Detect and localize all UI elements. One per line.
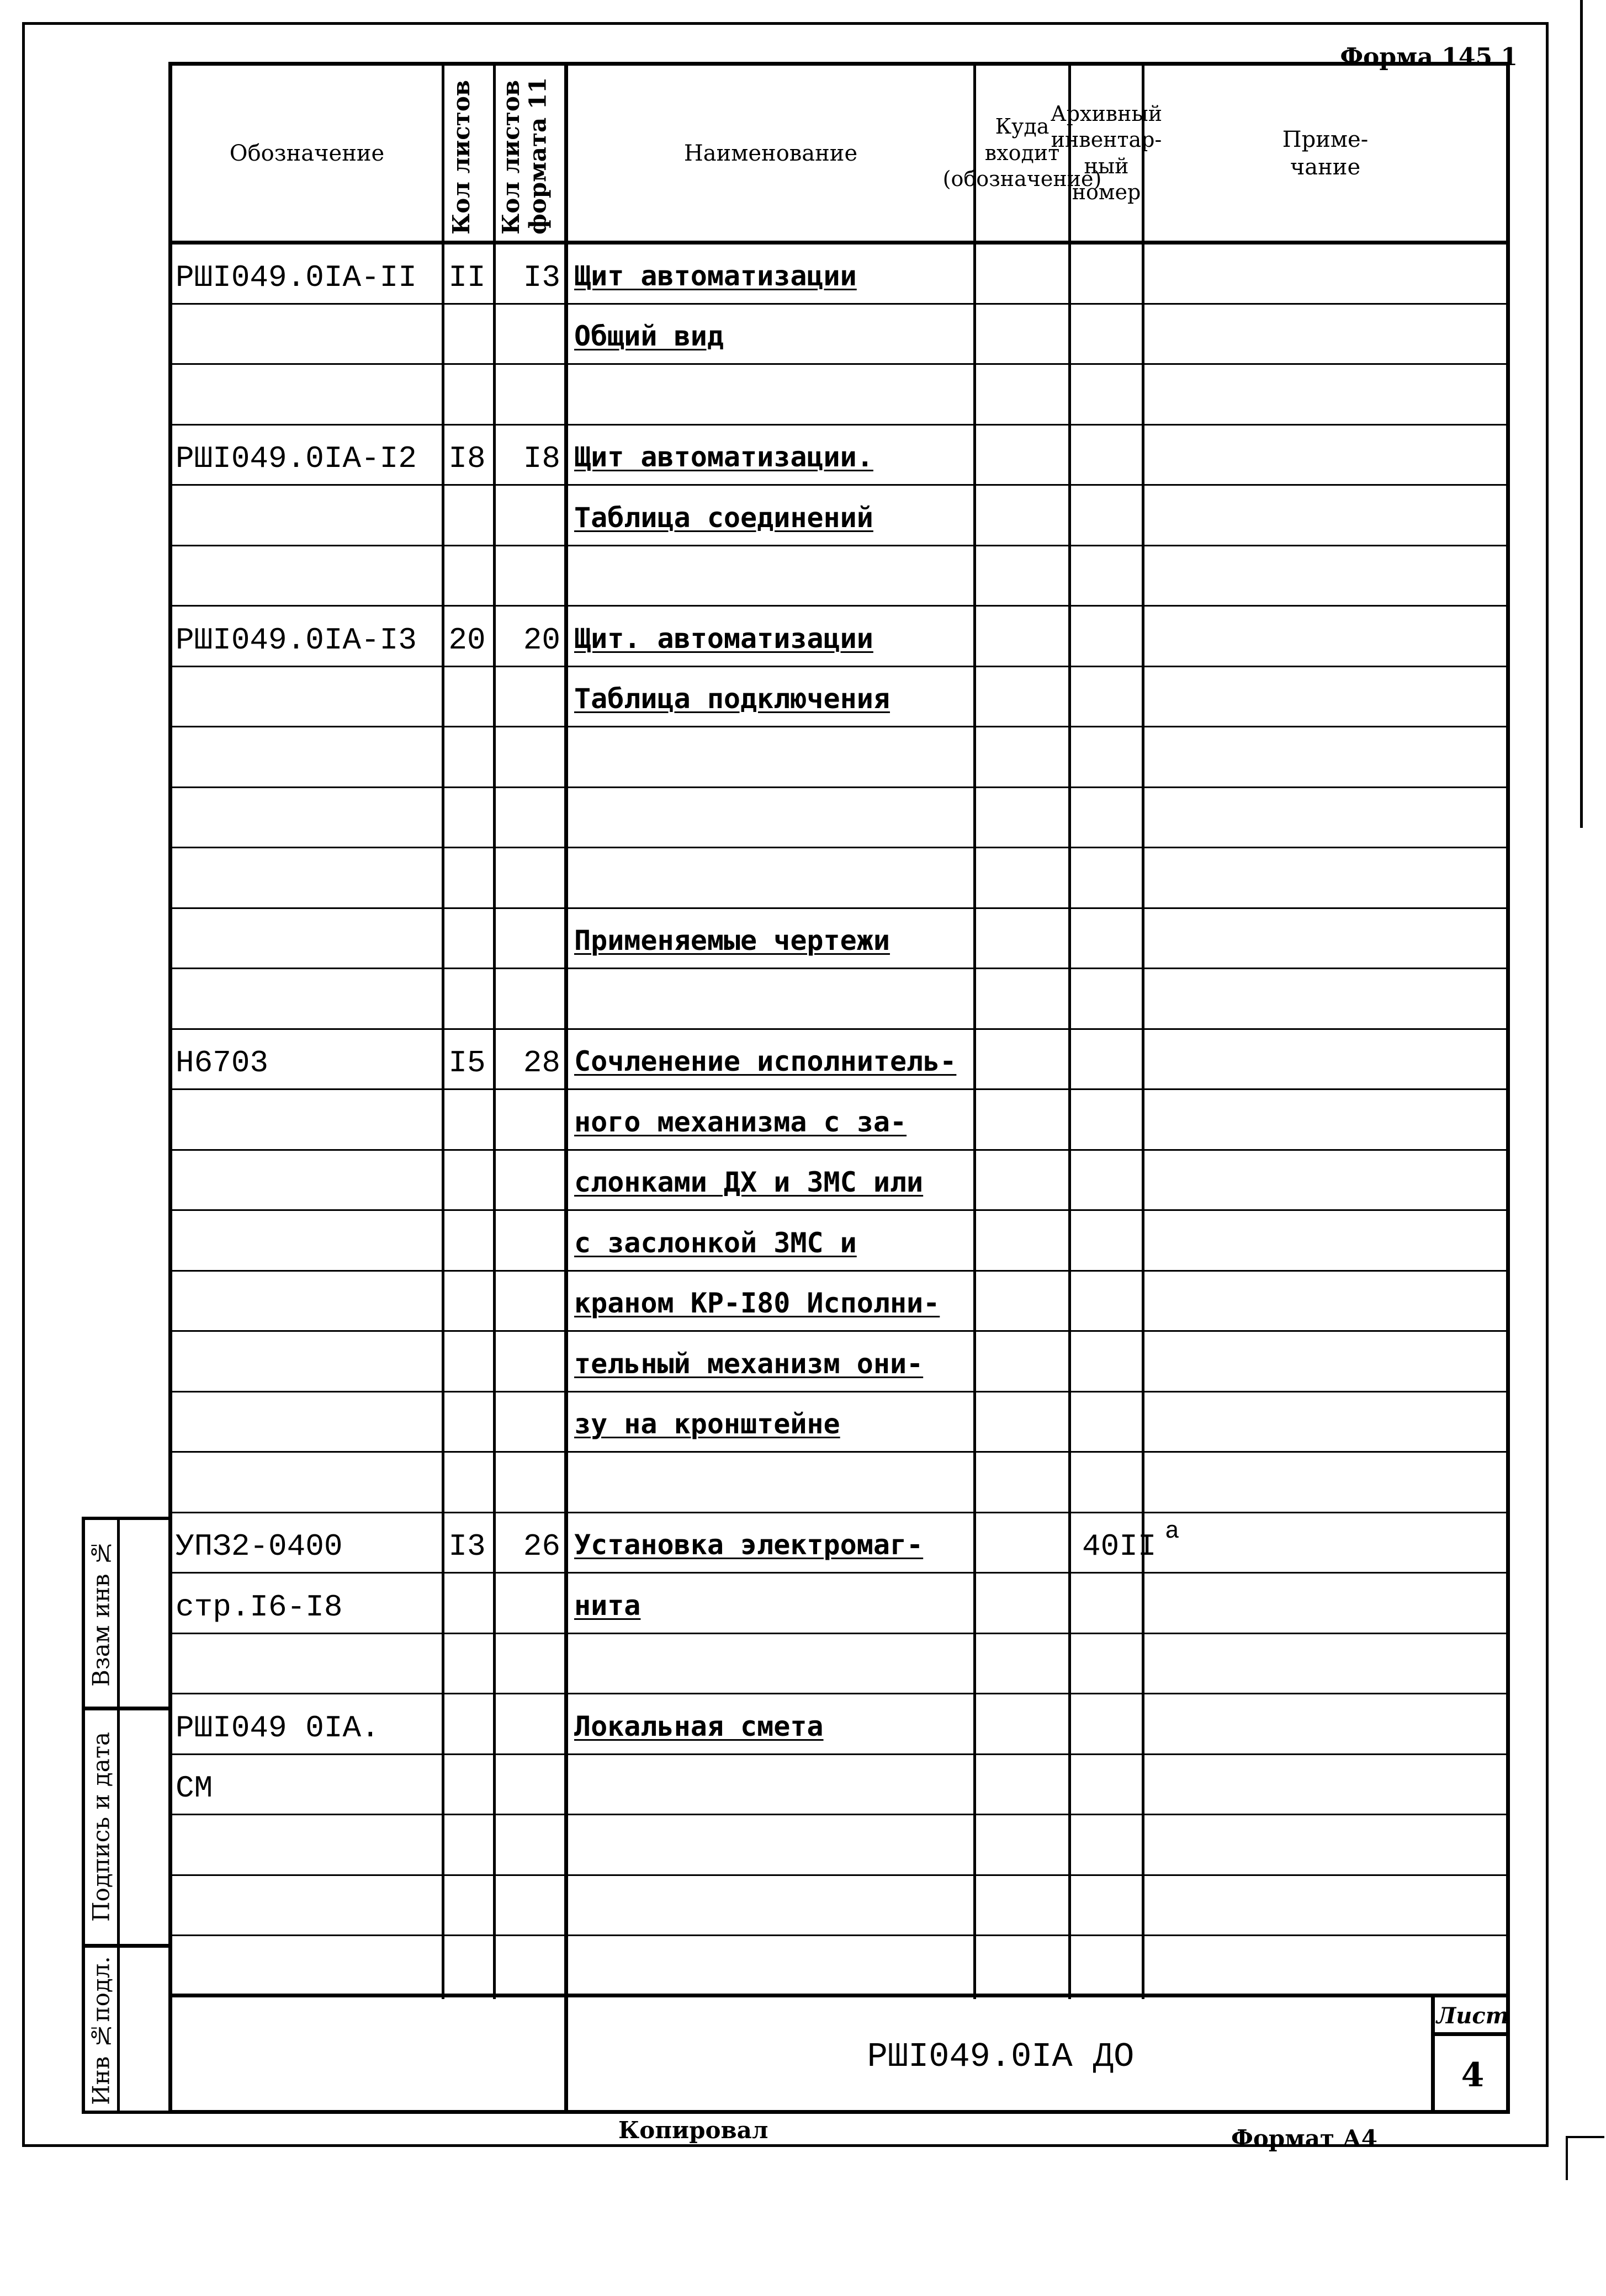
col-divider xyxy=(493,62,496,1999)
cell-sheets-f11: 28 xyxy=(523,1045,560,1081)
row-divider xyxy=(168,1874,1510,1876)
row-divider xyxy=(168,545,1510,546)
cell-designation: РШI049 0IA. xyxy=(176,1710,380,1746)
cell-name: с заслонкой ЗМС и xyxy=(574,1226,857,1259)
cell-name: Щит. автоматизации xyxy=(574,622,873,655)
header-note-line1: Приме- xyxy=(1282,126,1369,152)
document-code: РШI049.0IA ДО xyxy=(867,2037,1135,2076)
row-divider xyxy=(168,907,1510,909)
header-designation-text: Обозначение xyxy=(229,140,385,166)
sheet-number: 4 xyxy=(1461,2056,1485,2095)
header-f11-line2: формата 11 xyxy=(524,77,552,235)
header-f11-line1: Кол листов xyxy=(497,79,524,235)
cell-designation: РШI049.0IA-I2 xyxy=(176,441,417,476)
header-name-text: Наименование xyxy=(683,140,858,166)
cell-archive-superscript: а xyxy=(1165,1518,1180,1545)
header-archive-line1: Архивный xyxy=(1050,101,1163,126)
sidebar-replace-inv: Взам инв № xyxy=(87,1539,115,1687)
cell-sheets: 20 xyxy=(448,622,486,658)
cell-sheets-f11: I3 xyxy=(523,259,560,295)
page-edge-mark xyxy=(1580,0,1583,828)
header-archive-line2: инвентар- xyxy=(1051,127,1162,152)
header-used-in-line2: (обозначение) xyxy=(942,167,1102,192)
col-divider xyxy=(973,62,976,1999)
row-divider xyxy=(168,1633,1510,1634)
cell-name: краном КР-I80 Исполни- xyxy=(574,1287,940,1319)
cell-designation: стр.I6-I8 xyxy=(176,1589,343,1625)
cell-designation: Н6703 xyxy=(176,1045,269,1081)
cell-name: тельный механизм они- xyxy=(574,1347,924,1380)
sidebar-inv-original: Инв №подл. xyxy=(87,1956,115,2105)
col-divider xyxy=(442,62,444,1999)
row-divider xyxy=(168,1451,1510,1453)
cell-name: слонками ДХ и ЗМС или xyxy=(574,1166,924,1198)
cell-name: зу на кронштейне xyxy=(574,1408,840,1440)
spec-table xyxy=(168,62,1510,2114)
corner-mark xyxy=(1566,2136,1604,2138)
cell-name: Локальная смета xyxy=(574,1710,824,1742)
cell-name: ного механизма с за- xyxy=(574,1106,907,1138)
row-divider xyxy=(168,1391,1510,1393)
col-divider xyxy=(1068,62,1071,1999)
stamp-top-divider xyxy=(168,1994,1510,1997)
header-sheet-count xyxy=(448,69,487,235)
row-divider xyxy=(168,968,1510,969)
cell-name: Сочленение исполнитель- xyxy=(574,1045,957,1077)
header-name xyxy=(568,66,973,241)
stamp-sheet-label-divider xyxy=(1431,2032,1510,2036)
row-divider xyxy=(168,786,1510,788)
col-divider xyxy=(1142,62,1144,1999)
row-divider xyxy=(168,1814,1510,1815)
row-divider xyxy=(168,1209,1510,1211)
row-divider xyxy=(168,363,1510,365)
cell-name: Общий вид xyxy=(574,320,724,352)
row-divider xyxy=(168,1270,1510,1272)
row-divider xyxy=(168,1572,1510,1574)
header-designation xyxy=(172,66,442,241)
header-archive-line3: ный номер xyxy=(1072,153,1141,204)
header-archive-number xyxy=(1050,66,1163,241)
header-note xyxy=(1144,66,1506,241)
cell-name: Щит автоматизации xyxy=(574,259,857,292)
cell-name: Установка электромаг- xyxy=(574,1529,924,1561)
header-sheet-count-text: Кол листов xyxy=(448,79,475,235)
row-divider xyxy=(168,1753,1510,1755)
cell-sheets: II xyxy=(448,259,486,295)
sidebar-divider xyxy=(117,1517,120,2114)
cell-sheets-f11: I8 xyxy=(523,441,560,476)
sidebar-signature-date: Подпись и дата xyxy=(87,1731,115,1922)
cell-name: Таблица соединений xyxy=(574,501,873,534)
cell-name: нита xyxy=(574,1589,641,1622)
row-divider xyxy=(168,666,1510,667)
row-divider xyxy=(168,1330,1510,1332)
sheet-label: Лист xyxy=(1436,2003,1509,2029)
cell-name: Таблица подключения xyxy=(574,683,890,715)
col-divider xyxy=(564,62,568,2114)
cell-designation: УПЗ2-0400 xyxy=(176,1529,343,1564)
footer-format: Формат А4 xyxy=(1231,2125,1378,2152)
cell-sheets: I8 xyxy=(448,441,486,476)
cell-designation: СМ xyxy=(176,1771,213,1806)
row-divider xyxy=(168,1028,1510,1030)
header-sheet-count-f11 xyxy=(498,69,561,235)
row-divider xyxy=(168,1512,1510,1513)
cell-sheets: I5 xyxy=(448,1045,486,1081)
cell-designation: РШI049.0IA-II xyxy=(176,259,417,295)
header-note-line2: чание xyxy=(1290,154,1361,180)
row-divider xyxy=(168,484,1510,486)
footer-copied: Копировал xyxy=(618,2117,768,2144)
header-divider xyxy=(168,241,1510,245)
cell-name: Применяемые чертежи xyxy=(574,924,890,956)
cell-designation: РШI049.0IA-I3 xyxy=(176,622,417,658)
row-divider xyxy=(168,726,1510,727)
form-label: Форма 145 1 xyxy=(1340,43,1518,71)
row-divider xyxy=(168,1149,1510,1151)
row-divider xyxy=(168,303,1510,305)
row-divider xyxy=(168,1088,1510,1090)
header-used-in xyxy=(942,66,1102,241)
cell-name: Щит автоматизации. xyxy=(574,441,873,473)
cell-sheets: I3 xyxy=(448,1529,486,1564)
cell-archive: 40II xyxy=(1082,1529,1157,1564)
row-divider xyxy=(168,424,1510,426)
row-divider xyxy=(168,1693,1510,1694)
row-divider xyxy=(168,605,1510,607)
corner-mark xyxy=(1566,2136,1568,2180)
header-used-in-line1: Куда входит xyxy=(984,114,1060,165)
cell-sheets-f11: 20 xyxy=(523,622,560,658)
cell-sheets-f11: 26 xyxy=(523,1529,560,1564)
row-divider xyxy=(168,1934,1510,1936)
row-divider xyxy=(168,847,1510,848)
